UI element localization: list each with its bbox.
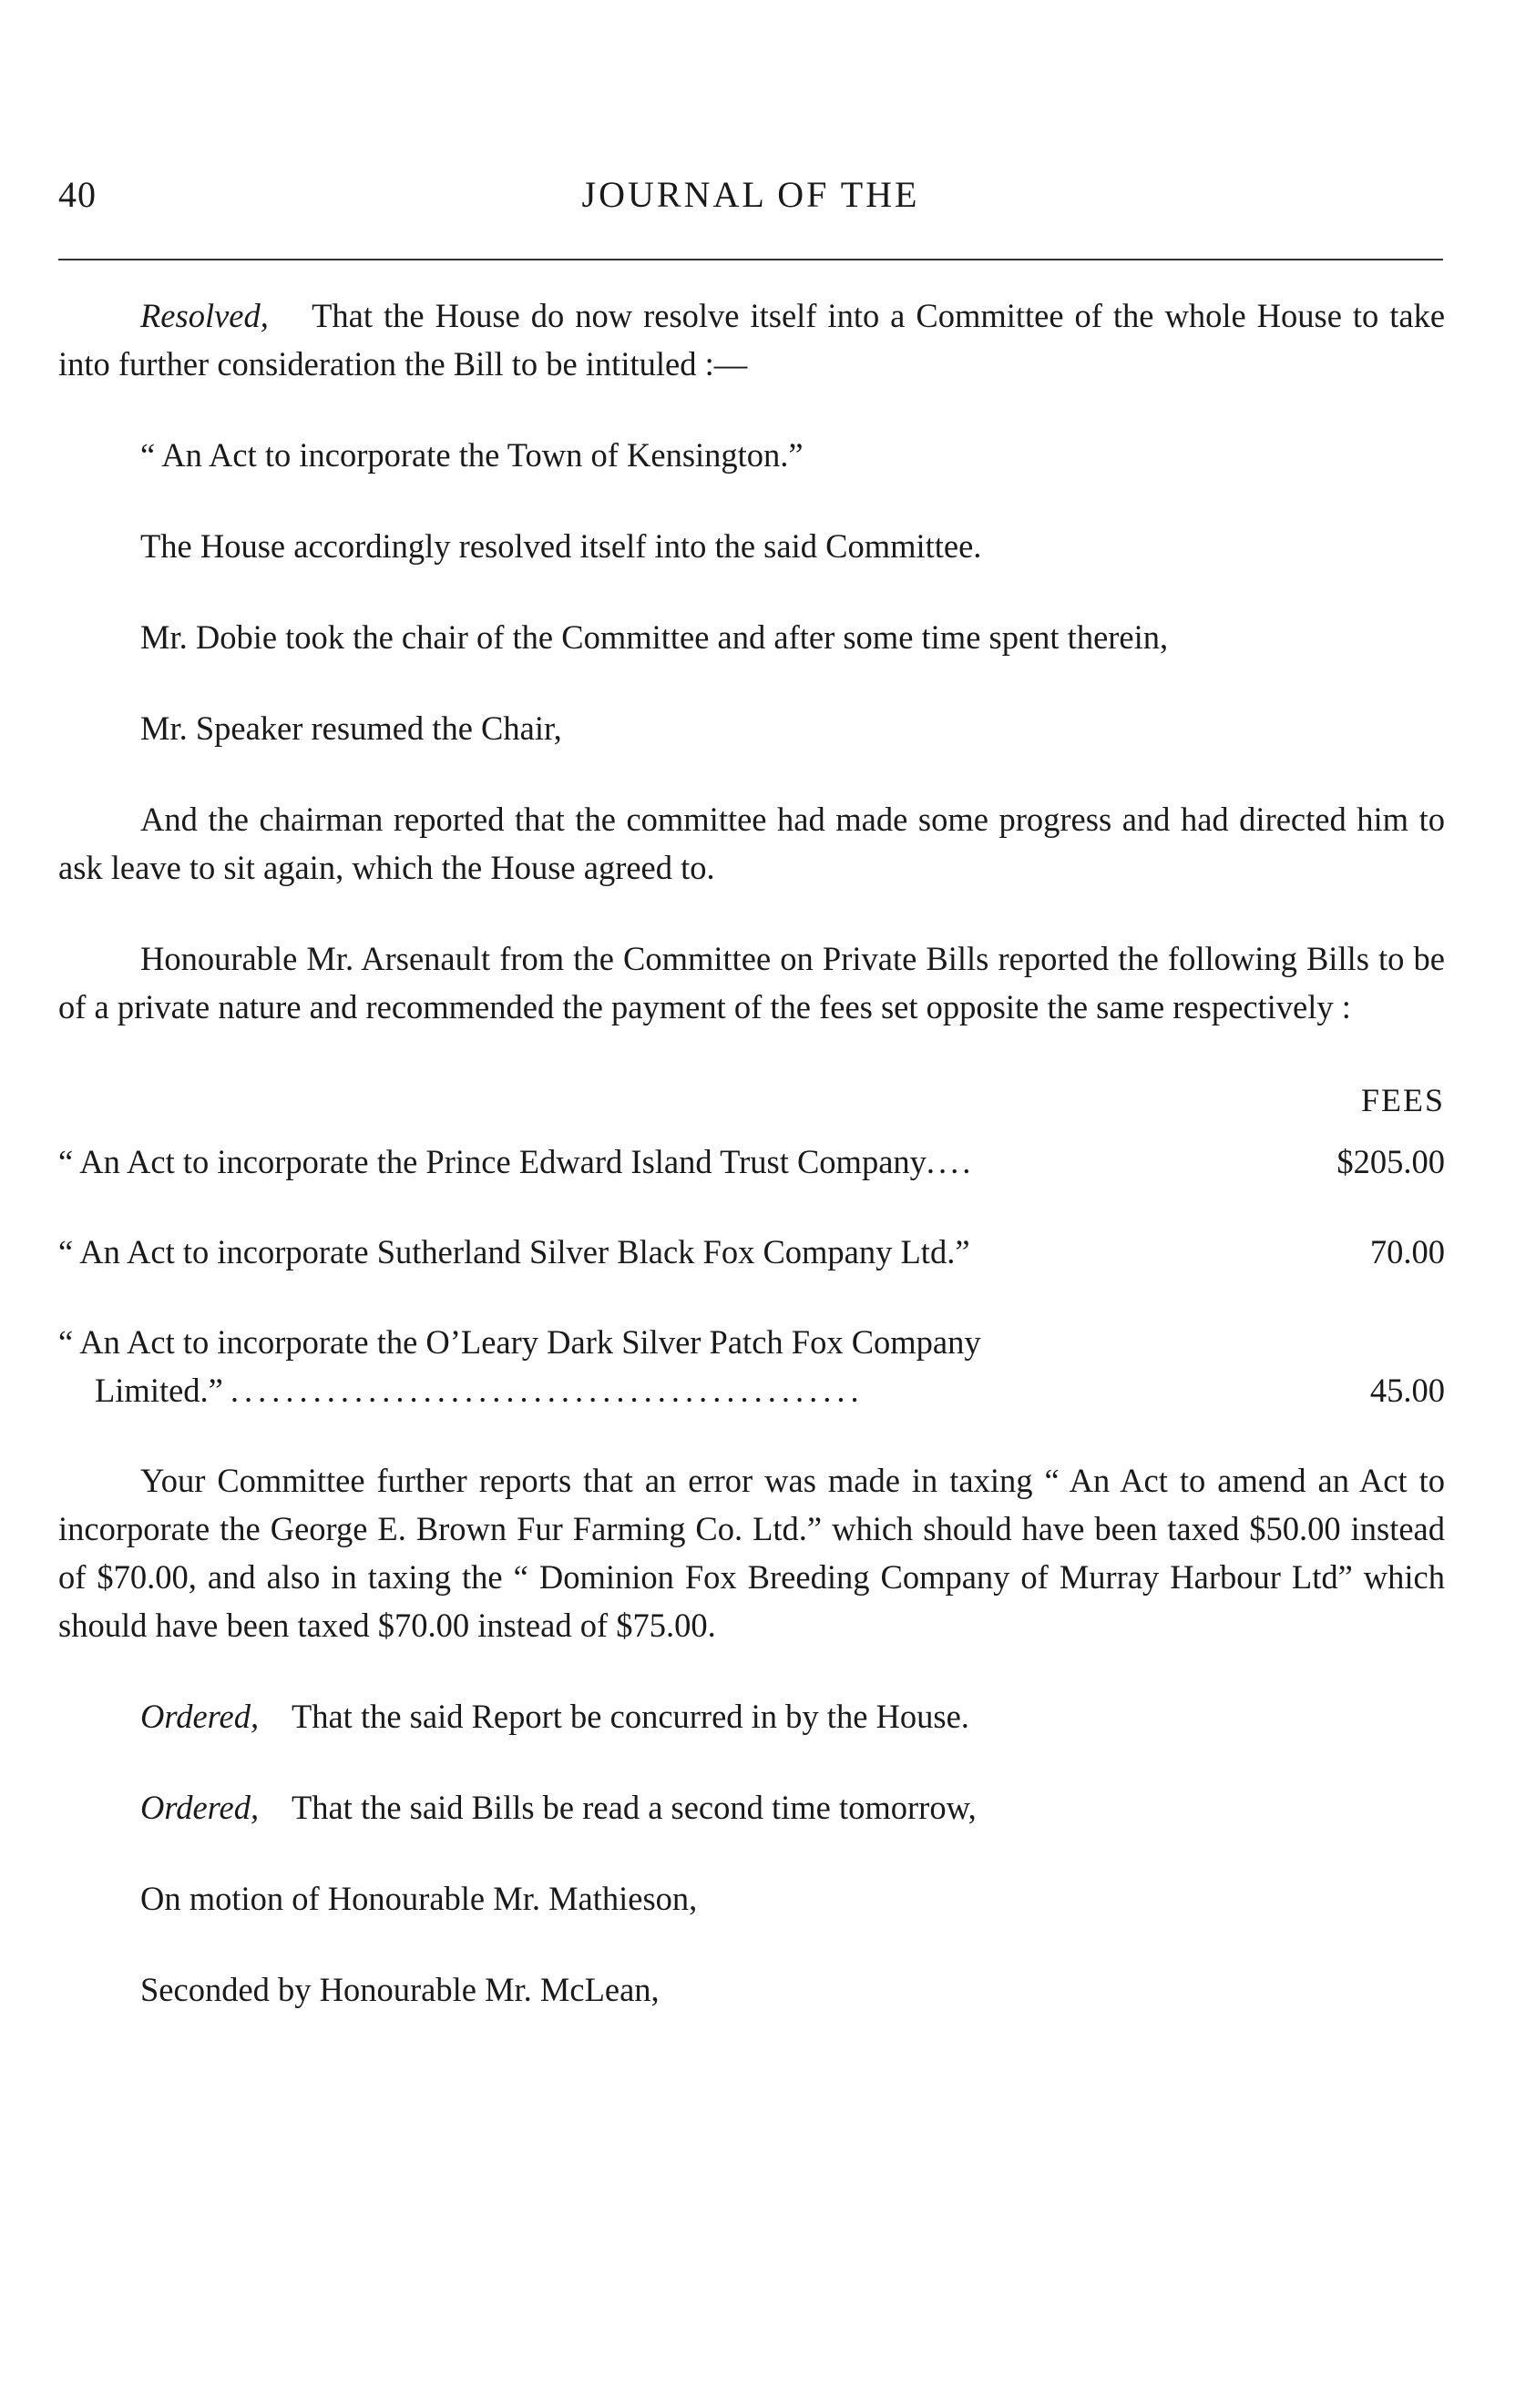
fee-row-title: “ An Act to incorporate the Prince Edward Island Trust Company.... [58,1143,975,1180]
act-title-paragraph: “ An Act to incorporate the Town of Kensington.” [140,436,804,474]
fee-row-leader: .... [926,1143,975,1180]
page-number: 40 [58,174,97,215]
resolved-paragraph [58,291,1445,388]
fee-row-title-continued: Limited.” [95,1372,223,1409]
order-paragraph [58,1692,1445,1740]
fee-row [58,1228,1445,1276]
seconded-paragraph: Seconded by Honourable Mr. McLean, [140,1971,660,2008]
fee-row-leader: .............................................. [230,1372,865,1409]
fee-row-title: “ An Act to incorporate Sutherland Silver Black Fox Company Ltd.” [58,1233,970,1270]
running-head: JOURNAL OF THE [581,174,920,215]
arsenault-paragraph: Honourable Mr. Arsenault from the Committee on Private Bills reported the following Bills to be of a private nature and recommended the payment of the fees set opposite the same respectively : [58,940,1445,1025]
order-label: Ordered, [140,1789,260,1826]
committee-report-paragraph: Your Committee further reports that an error was made in taxing “ An Act to amend an Act to incorporate the George E. Brown Fur Farming Co. Ltd.” which should have been taxed $50.00 instead of $70.00, and also in taxing the “ Dominion Fox Breeding Company of Murray Harbour Ltd” which should have been taxed $70.00 instead of $75.00. [58,1462,1445,1644]
dobie-paragraph: Mr. Dobie took the chair of the Committee and after some time spent therein, [140,618,1169,656]
motion-paragraph: On motion of Honourable Mr. Mathieson, [140,1880,698,1917]
order-paragraph [58,1783,1445,1832]
header-rule [58,259,1443,260]
fee-row-amount: 45.00 [1369,1372,1445,1409]
fee-row-amount: $205.00 [1336,1143,1445,1180]
resolved-text: That the House do now resolve itself into a Committee of the whole House to take into further consideration the Bill to be intituled :— [58,297,1446,383]
fees-header: FEES [1360,1082,1445,1118]
fee-row [58,1318,1445,1414]
resolved-label: Resolved, [140,297,269,334]
fee-row-amount: 70.00 [1369,1233,1445,1270]
body-text [58,291,1445,2056]
fee-row [58,1138,1445,1186]
page-header [58,173,1443,228]
speaker-paragraph: Mr. Speaker resumed the Chair, [140,709,562,747]
order-text: That the said Bills be read a second time tomorrow, [291,1789,977,1826]
fee-row-title: “ An Act to incorporate the O’Leary Dark Silver Patch Fox Company [58,1323,981,1361]
fees-table [58,1076,1445,1414]
order-text: That the said Report be concurred in by the House. [291,1698,969,1735]
chairman-paragraph: And the chairman reported that the committee had made some progress and had directed him to ask leave to sit again, which the House agreed to. [58,801,1445,886]
accordingly-paragraph: The House accordingly resolved itself into the said Committee. [140,527,982,565]
order-label: Ordered, [140,1698,260,1735]
